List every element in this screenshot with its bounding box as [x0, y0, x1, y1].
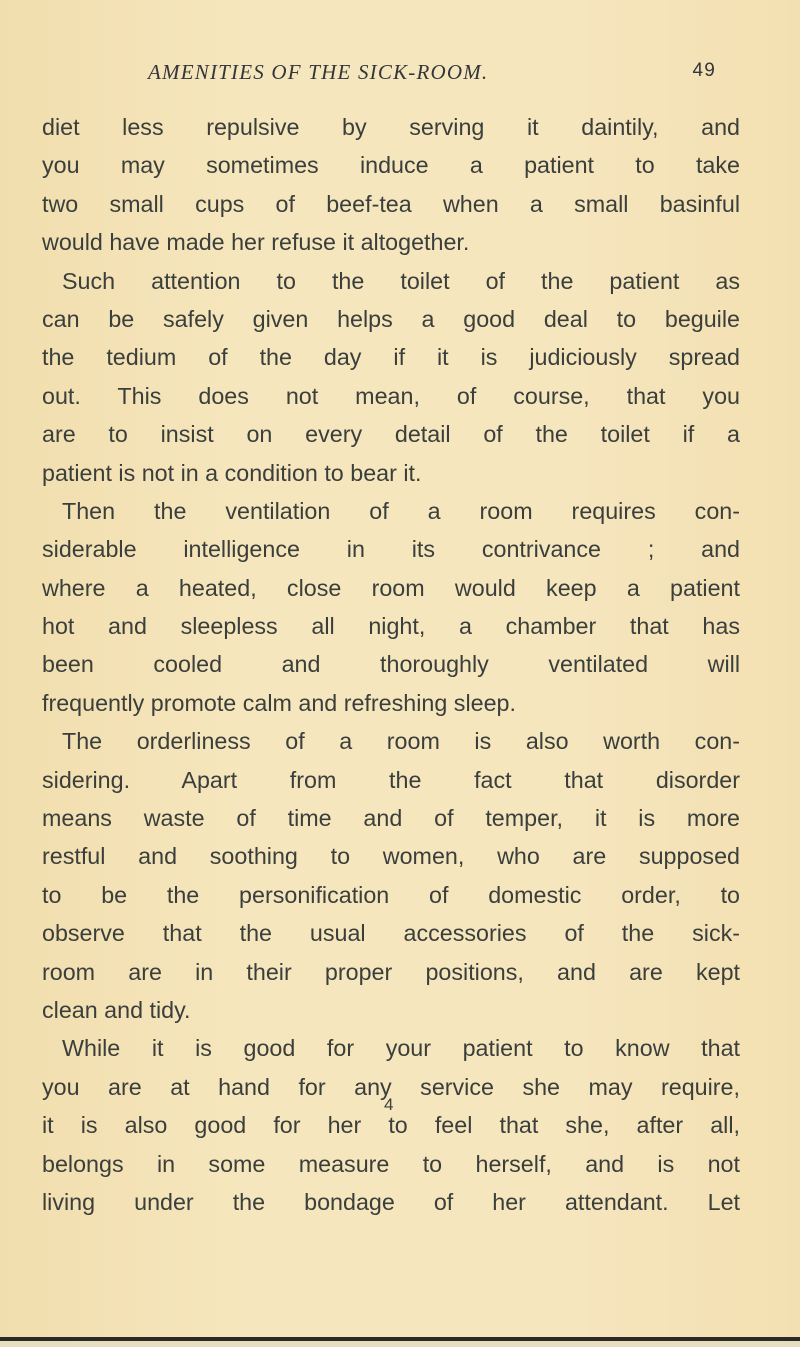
page-bottom-edge [0, 1333, 800, 1347]
running-head-title: AMENITIES OF THE SICK-ROOM. [148, 60, 489, 84]
text-line: are to insist on every detail of the toilet if a [42, 421, 740, 448]
text-line: you are at hand for any service she may require, [42, 1073, 740, 1100]
text-line: Then the ventilation of a room requires con- [62, 497, 740, 524]
body-text [42, 108, 740, 1221]
text-line: clean and tidy. [42, 996, 191, 1023]
text-line: diet less repulsive by serving it daintily, and [42, 114, 740, 140]
text-line: would have made her refuse it altogether. [42, 229, 470, 256]
text-line: can be safely given helps a good deal to beguile [42, 305, 740, 332]
text-line: two small cups of beef-tea when a small basinful [42, 190, 740, 217]
text-line: restful and soothing to women, who are supposed [42, 843, 740, 870]
text-line: observe that the usual accessories of the sick- [42, 920, 740, 947]
text-line: frequently promote calm and refreshing sleep. [42, 689, 516, 716]
signature-mark: 4 [384, 1095, 394, 1114]
text-line: means waste of time and of temper, it is more [42, 805, 740, 832]
text-line: to be the personification of domestic order, to [42, 881, 740, 908]
text-line: it is also good for her to feel that she, after all, [42, 1112, 740, 1139]
text-line: belongs in some measure to herself, and is not [42, 1150, 740, 1177]
text-line: While it is good for your patient to know that [62, 1035, 740, 1062]
text-line: The orderliness of a room is also worth con- [62, 728, 740, 755]
text-line: living under the bondage of her attendant. Let [42, 1188, 740, 1215]
text-line: out. This does not mean, of course, that you [42, 382, 740, 409]
edge-highlight [0, 1341, 800, 1347]
text-line: where a heated, close room would keep a patient [42, 574, 740, 601]
text-line: patient is not in a condition to bear it. [42, 459, 422, 486]
running-head [140, 60, 716, 86]
text-line: you may sometimes induce a patient to take [42, 152, 740, 179]
text-line: sidering. Apart from the fact that disorder [42, 766, 740, 793]
text-line: hot and sleepless all night, a chamber that has [42, 613, 740, 640]
page-number: 49 [692, 60, 716, 81]
text-line: Such attention to the toilet of the patient as [62, 267, 740, 294]
text-line: the tedium of the day if it is judiciously spread [42, 344, 740, 371]
text-line: siderable intelligence in its contrivance ; and [42, 536, 740, 563]
text-line: been cooled and thoroughly ventilated will [42, 651, 740, 678]
text-line: room are in their proper positions, and are kept [42, 958, 740, 985]
